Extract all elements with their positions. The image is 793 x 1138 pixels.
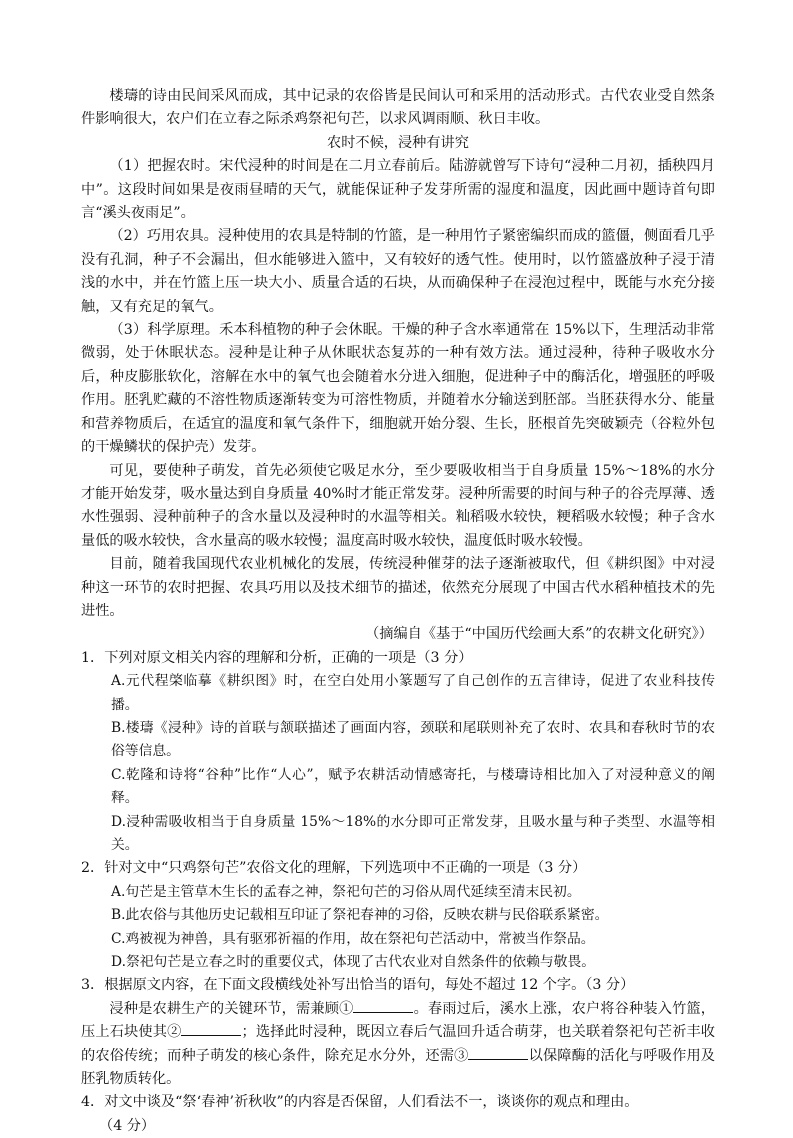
question-4-score: （4 分） [99, 1117, 156, 1134]
question-3-text-1: 浸种是农耕生产的关键环节，需兼顾① [109, 1000, 354, 1017]
question-2-option-a: A.句芒是主管草木生长的孟春之神，祭祀句芒的习俗从周代延续至清末民初。 [111, 883, 581, 900]
answer-blank-3[interactable] [468, 1045, 528, 1060]
question-2-option-b: B.此农俗与其他历史记载相互印证了祭祀春神的习俗，反映农耕与民俗联系紧密。 [111, 907, 609, 924]
question-1-option-c: C.乾隆和诗将“谷种”比作“人心”，赋予农耕活动情感寄托，与楼璹诗相比加入了对浸种意义的阐释。 [111, 766, 715, 807]
paragraph-science: （3）科学原理。禾本科植物的种子会休眠。干燥的种子含水率通常在 15%以下，生理活动非常微弱，处于休眠状态。浸种是让种子从休眠状态复苏的一种有效方法。通过浸种，待种子吸收水分后，种皮膨胀软化，溶解在水中的氧气也会随着水分进入细胞，促进种子中的酶活化，增强胚的呼吸作用。胚乳贮藏的不溶性物质逐渐转变为可溶性物质，并随着水分输送到胚部。当胚获得水分、能量和营养物质后，在适宜的温度和氧气条件下，细胞就开始分裂、生长，胚根首先突破颖壳（谷粒外包的干燥鳞状的保护壳）发芽。 [81, 322, 715, 456]
answer-blank-1[interactable] [353, 998, 413, 1013]
paragraph-timing: （1）把握农时。宋代浸种的时间是在二月立春前后。陆游就曾写下诗句“浸种二月初，插秧四月中”。这段时间如果是夜雨昼晴的天气，就能保证种子发芽所需的湿度和温度，因此画中题诗首句即言“溪头夜雨足”。 [81, 158, 715, 222]
question-3-text-3: ；选择此时浸种，既因立春后气温回升适合萌芽，也关联着祭祀句芒祈丰收的农俗传统；而种子萌发的核心条件，除充足水分外，还需③ [81, 1024, 715, 1064]
question-1-stem: 1．下列对原文相关内容的理解和分析，正确的一项是（3 分） [81, 649, 473, 666]
question-3-stem: 3．根据原文内容，在下面文段横线处补写出恰当的语句，每处不超过 12 个字。（3 分） [81, 977, 635, 994]
question-1-option-a: A.元代程棨临摹《耕织图》时，在空白处用小篆题写了自己创作的五言律诗，促进了农业科技传播。 [111, 673, 715, 713]
source-citation: （摘编自《基于“中国历代绘画大系”的农耕文化研究》） [365, 626, 713, 643]
paragraph-conclusion: 可见，要使种子萌发，首先必须使它吸足水分，至少要吸收相当于自身质量 15%～18%的水分才能开始发芽，吸水量达到自身质量 40%时才能正常发芽。浸种所需要的时间与种子的谷壳厚薄、透水性强弱、浸种前种子的含水量以及浸种时的水温等相关。籼稻吸水较快，粳稻吸水较慢；种子含水量低的吸水较快，含水量高的吸水较慢；温度高时吸水较快，温度低时吸水较慢。 [81, 462, 715, 549]
question-2-option-c: C.鸡被视为神兽，具有驱邪祈福的作用，故在祭祀句芒活动中，常被当作祭品。 [111, 930, 595, 947]
question-2-stem: 2．针对文中“只鸡祭句芒”农俗文化的理解，下列选项中不正确的一项是（3 分） [81, 860, 587, 877]
question-2-option-d: D.祭祀句芒是立春之时的重要仪式，体现了古代农业对自然条件的依赖与敬畏。 [111, 954, 596, 971]
section-subtitle: 农时不候，浸种有讲究 [327, 134, 469, 151]
intro-paragraph: 楼璹的诗由民间采风而成，其中记录的农俗皆是民间认可和采用的活动形式。古代农业受自然条件影响很大，农户们在立春之际杀鸡祭祀句芒，以求风调雨顺、秋日丰收。 [81, 88, 715, 128]
question-3-passage [81, 998, 715, 1092]
paragraph-tools: （2）巧用农具。浸种使用的农具是特制的竹篮，是一种用竹子紧密编织而成的篮僵，侧面看几乎没有孔洞，种子不会漏出，但水能够进入篮中，又有较好的透气性。使用时，以竹篮盛放种子浸于清浅的水中，并在竹篮上压一块大小、质量合适的石块，从而确保种子在浸泡过程中，既能与水充分接触，又有充足的氧气。 [81, 228, 715, 315]
question-3-text-4: 以保障酶的活化与呼吸作用及胚乳物质转化。 [81, 1047, 715, 1088]
question-3-text-2: 。春雨过后，溪水上涨，农户将谷种装入竹篮，压上石块使其② [81, 1000, 715, 1041]
question-4-stem: 4．对文中谈及“祭‘春神’祈秋收”的内容是否保留，人们看法不一，谈谈你的观点和理由。 [81, 1094, 639, 1111]
question-1-option-d: D.浸种需吸收相当于自身质量 15%～18%的水分即可正常发芽，且吸水量与种子类型、水温等相关。 [111, 813, 715, 853]
paragraph-modern: 目前，随着我国现代农业机械化的发展，传统浸种催芽的法子逐渐被取代，但《耕织图》中对浸种这一环节的农时把握、农具巧用以及技术细节的描述，依然充分展现了中国古代水稻种植技术的先进性。 [81, 556, 715, 619]
document-content [81, 85, 715, 1138]
question-1-option-b: B.楼璹《浸种》诗的首联与颔联描述了画面内容，颈联和尾联则补充了农时、农具和春秋时节的农俗等信息。 [111, 719, 715, 760]
answer-blank-2[interactable] [181, 1021, 241, 1036]
